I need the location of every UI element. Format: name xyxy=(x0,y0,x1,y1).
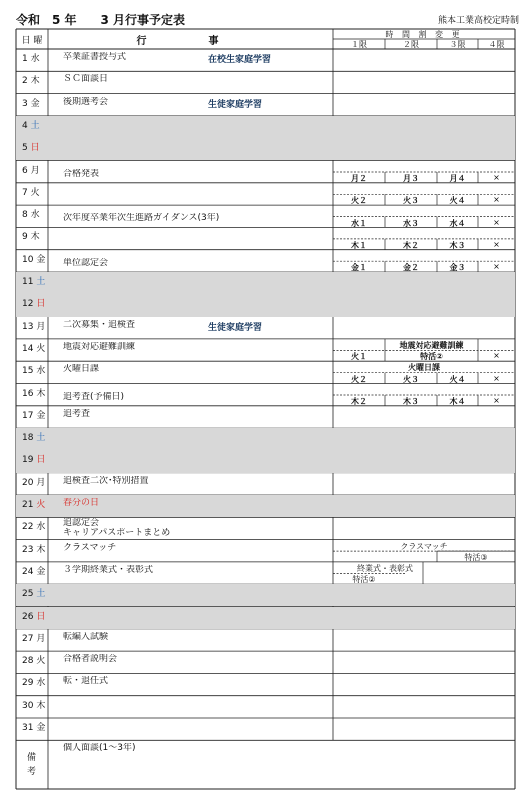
period-change: 特活② xyxy=(420,352,443,362)
day-label xyxy=(20,497,48,509)
day-number: 18 xyxy=(22,433,37,443)
event-text: 追認定会 xyxy=(63,518,100,529)
date-column-header: 日 曜 xyxy=(21,36,43,46)
day-label xyxy=(20,609,48,621)
event-text: 春分の日 xyxy=(63,498,100,508)
period-change: 月４ xyxy=(449,174,466,183)
day-label: 17 金 xyxy=(22,410,46,420)
day-label: 2 木 xyxy=(22,76,40,86)
period-change: 火４ xyxy=(449,374,466,384)
holiday-row-shade xyxy=(16,272,333,294)
period-change: × xyxy=(493,195,500,205)
event-text: 転・退任式 xyxy=(63,676,109,687)
period-change: × xyxy=(493,351,500,361)
holiday-row-shade xyxy=(333,495,515,517)
day-label: 6 月 xyxy=(22,165,40,175)
day-label xyxy=(20,430,48,442)
event-text: ＳＣ面談日 xyxy=(63,74,109,85)
period-change: 木３ xyxy=(449,240,466,250)
day-label: 10 金 xyxy=(22,254,46,264)
holiday-row-shade xyxy=(333,272,515,294)
event-text: キャリアパスポートまとめ xyxy=(63,528,171,539)
day-label: 22 水 xyxy=(22,522,46,532)
holiday-row-shade xyxy=(16,607,333,629)
remarks-label: 備 xyxy=(27,753,37,763)
weekday-label: 土 xyxy=(36,433,46,443)
period-change: 火３ xyxy=(403,374,419,384)
day-label xyxy=(20,586,48,598)
day-label: 24 金 xyxy=(22,566,46,576)
weekday-label: 土 xyxy=(30,120,40,130)
holiday-row-shade xyxy=(333,584,515,606)
day-number: 19 xyxy=(22,455,37,465)
period-change: × xyxy=(493,396,500,405)
schedule-change-title: 終業式・表彰式 xyxy=(357,563,413,573)
schedule-change-title: 火曜日課 xyxy=(408,363,440,373)
holiday-row-shade xyxy=(333,294,515,316)
event-text: 転編入試験 xyxy=(63,631,109,642)
period-change: 金３ xyxy=(449,263,466,273)
event-note: 生徒家庭学習 xyxy=(208,322,263,333)
period-change: 金２ xyxy=(403,263,419,273)
schedule-change-sub: 特活② xyxy=(352,575,376,585)
weekday-label: 火 xyxy=(36,500,46,509)
day-number: 11 xyxy=(22,277,37,286)
day-label xyxy=(20,118,48,130)
day-label: 3 金 xyxy=(22,98,40,108)
schedule-change-title: 地震対応避難訓練 xyxy=(399,340,464,350)
period-change: 火２ xyxy=(351,374,367,384)
remarks-label: 考 xyxy=(27,767,37,777)
period-change: × xyxy=(493,373,500,383)
event-column-header: 行 事 xyxy=(136,36,245,47)
holiday-row-shade xyxy=(333,428,515,450)
day-label: 29 水 xyxy=(22,678,46,688)
day-label xyxy=(20,140,48,152)
document-title: 令和 5 年 3 月行事予定表 xyxy=(16,13,186,27)
day-number: 25 xyxy=(22,589,37,599)
period-change: 木２ xyxy=(351,397,367,406)
holiday-row-shade xyxy=(333,607,515,629)
day-number: 12 xyxy=(22,299,37,309)
event-text: 次年度卒業年次生進路ガイダンス(3年) xyxy=(63,213,220,224)
day-number: 4 xyxy=(22,120,31,130)
day-number: 5 xyxy=(22,143,31,153)
day-label: 31 金 xyxy=(22,723,46,732)
period-change: 木４ xyxy=(449,397,466,406)
day-label xyxy=(20,274,48,286)
day-label: 13 月 xyxy=(22,321,46,331)
period-change: × xyxy=(493,173,500,182)
day-number: 21 xyxy=(22,500,37,509)
day-label: 20 月 xyxy=(22,477,46,487)
event-text: 後期選考会 xyxy=(63,96,109,107)
event-text: 単位認定会 xyxy=(63,257,109,268)
event-text: クラスマッチ xyxy=(63,542,117,553)
day-label: 23 木 xyxy=(22,544,46,554)
school-name: 熊本工業高校定時制 xyxy=(437,16,519,26)
weekday-label: 土 xyxy=(36,277,46,286)
event-text: 地震対応避難訓練 xyxy=(63,341,136,352)
period-change: × xyxy=(493,217,500,227)
day-label: 7 火 xyxy=(22,187,40,197)
period-change: 月３ xyxy=(403,174,419,183)
period-change: 水３ xyxy=(403,218,419,228)
event-text: 合格発表 xyxy=(63,168,100,179)
weekday-label: 日 xyxy=(30,143,40,153)
day-label xyxy=(20,296,48,308)
event-text: 追検査二次･特別措置 xyxy=(63,475,149,486)
event-text: ３学期終業式・表彰式 xyxy=(63,564,154,575)
holiday-row-shade xyxy=(16,138,333,160)
period-change: 水１ xyxy=(351,218,367,228)
period-change: 火２ xyxy=(351,196,367,206)
holiday-row-shade xyxy=(333,138,515,160)
holiday-row-shade xyxy=(333,450,515,472)
event-text: 二次募集・追検査 xyxy=(63,319,136,330)
event-text: 火曜日課 xyxy=(63,364,100,375)
schedule-change-sub: 特活③ xyxy=(464,553,488,563)
holiday-row-shade xyxy=(16,294,333,316)
period-change: 火４ xyxy=(449,196,466,206)
period-change: 木３ xyxy=(403,397,419,406)
weekday-label: 土 xyxy=(36,589,46,599)
event-text: 追考査(予備日) xyxy=(63,391,125,402)
period-header: ３限 xyxy=(449,40,466,49)
holiday-row-shade xyxy=(333,116,515,138)
period-header: ４限 xyxy=(488,40,505,49)
event-text: 卒業証書授与式 xyxy=(63,52,127,62)
day-label: 16 木 xyxy=(22,388,46,398)
day-label: 30 木 xyxy=(22,700,46,710)
holiday-row-shade xyxy=(16,584,333,606)
day-label: 27 月 xyxy=(22,633,46,643)
day-label: 8 水 xyxy=(22,210,40,220)
day-label: 9 木 xyxy=(22,232,40,242)
schedule-change-header: 時 間 割 変 更 xyxy=(385,30,463,39)
period-change: 水４ xyxy=(449,218,466,228)
period-header: ２限 xyxy=(403,40,419,49)
weekday-label: 日 xyxy=(36,611,46,621)
day-label: 1 水 xyxy=(22,54,40,63)
period-header: １限 xyxy=(351,40,367,49)
period-change: 金１ xyxy=(351,263,367,273)
holiday-row-shade xyxy=(16,450,333,472)
holiday-row-shade xyxy=(16,116,333,138)
weekday-label: 日 xyxy=(36,299,46,309)
period-change: × xyxy=(493,262,500,272)
day-label: 15 水 xyxy=(22,366,46,376)
day-label: 14 火 xyxy=(22,343,46,353)
period-change: 木１ xyxy=(351,240,367,250)
period-change: × xyxy=(493,239,500,249)
day-number: 26 xyxy=(22,611,37,621)
event-text: 追考査 xyxy=(63,408,91,419)
day-label xyxy=(20,452,48,464)
holiday-row-shade xyxy=(16,428,333,450)
period-change: 木２ xyxy=(403,240,419,250)
schedule-change-title: クラスマッチ xyxy=(400,541,448,551)
period-change: 月２ xyxy=(351,174,367,183)
period-change: 火１ xyxy=(351,352,367,362)
event-note: 生徒家庭学習 xyxy=(208,99,263,110)
day-label: 28 火 xyxy=(22,656,46,666)
weekday-label: 日 xyxy=(36,455,46,465)
remarks-text: 個人面談(1～3年) xyxy=(63,743,136,754)
event-note: 在校生家庭学習 xyxy=(208,55,272,65)
period-change: 火３ xyxy=(403,196,419,206)
event-text: 合格者説明会 xyxy=(63,654,118,665)
